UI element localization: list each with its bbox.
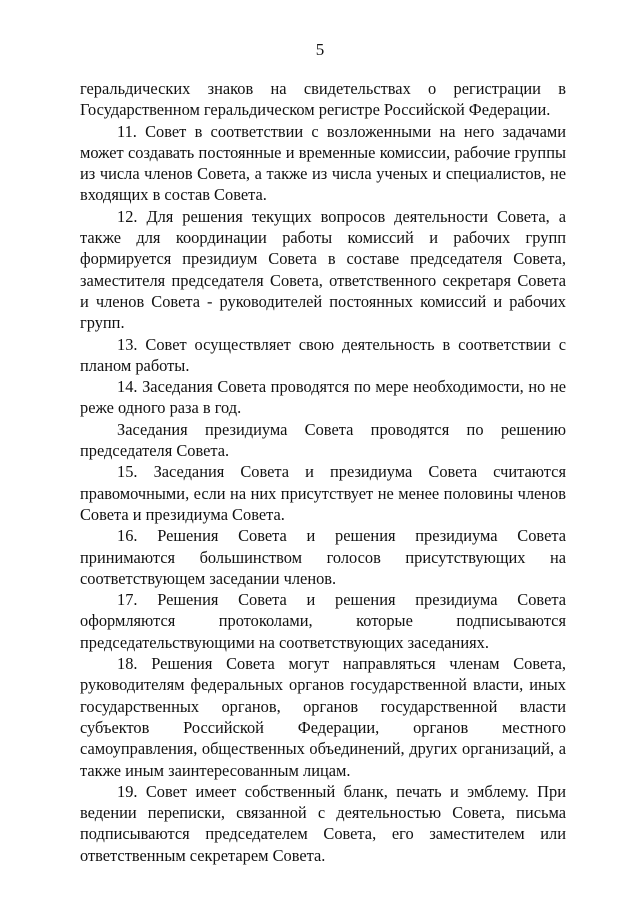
paragraph-12: 12. Для решения текущих вопросов деятельности Совета, а также для координации работы комиссий и рабочих групп формируется президиум Совета в составе председателя Совета, заместителя председателя Совета, ответственного секретаря Совета и членов Совета - руководителей постоянных комиссий и рабочих групп.: [80, 206, 566, 333]
page-number: 5: [315, 40, 325, 59]
paragraph-10-continuation: геральдических знаков на свидетельствах о регистрации в Государственном геральдическом регистре Российской Федерации.: [80, 79, 566, 120]
document-body: [80, 78, 566, 866]
paragraph-11: 11. Совет в соответствии с возложенными на него задачами может создавать постоянные и временные комиссии, рабочие группы из числа членов Совета, а также из числа ученых и специалистов, не входящих в состав Совета.: [80, 121, 566, 205]
paragraph-16: 16. Решения Совета и решения президиума Совета принимаются большинством голосов присутствующих на соответствующем заседании членов.: [80, 526, 566, 588]
paragraph-19: 19. Совет имеет собственный бланк, печать и эмблему. При ведении переписки, связанной с деятельностью Совета, письма подписываются председателем Совета, его заместителем или ответственным секретарем Совета.: [80, 781, 566, 865]
paragraph-15: 15. Заседания Совета и президиума Совета считаются правомочными, если на них присутствует не менее половины членов Совета и президиума Совета.: [80, 462, 566, 524]
paragraph-18: 18. Решения Совета могут направляться членам Совета, руководителям федеральных органов государственной власти, иных государственных органов, органов государственной власти субъектов Российской Федерации, органов местного самоуправления, общественных объединений, других организаций, а также иным заинтересованным лицам.: [80, 654, 566, 780]
paragraph-17: 17. Решения Совета и решения президиума Совета оформляются протоколами, которые подписываются председательствующими на соответствующих заседаниях.: [80, 590, 566, 652]
paragraph-14: 14. Заседания Совета проводятся по мере необходимости, но не реже одного раза в год.: [80, 377, 566, 418]
paragraph-14-presidium: Заседания президиума Совета проводятся по решению председателя Совета.: [80, 419, 566, 461]
paragraph-13: 13. Совет осуществляет свою деятельность в соответствии с планом работы.: [80, 334, 566, 375]
